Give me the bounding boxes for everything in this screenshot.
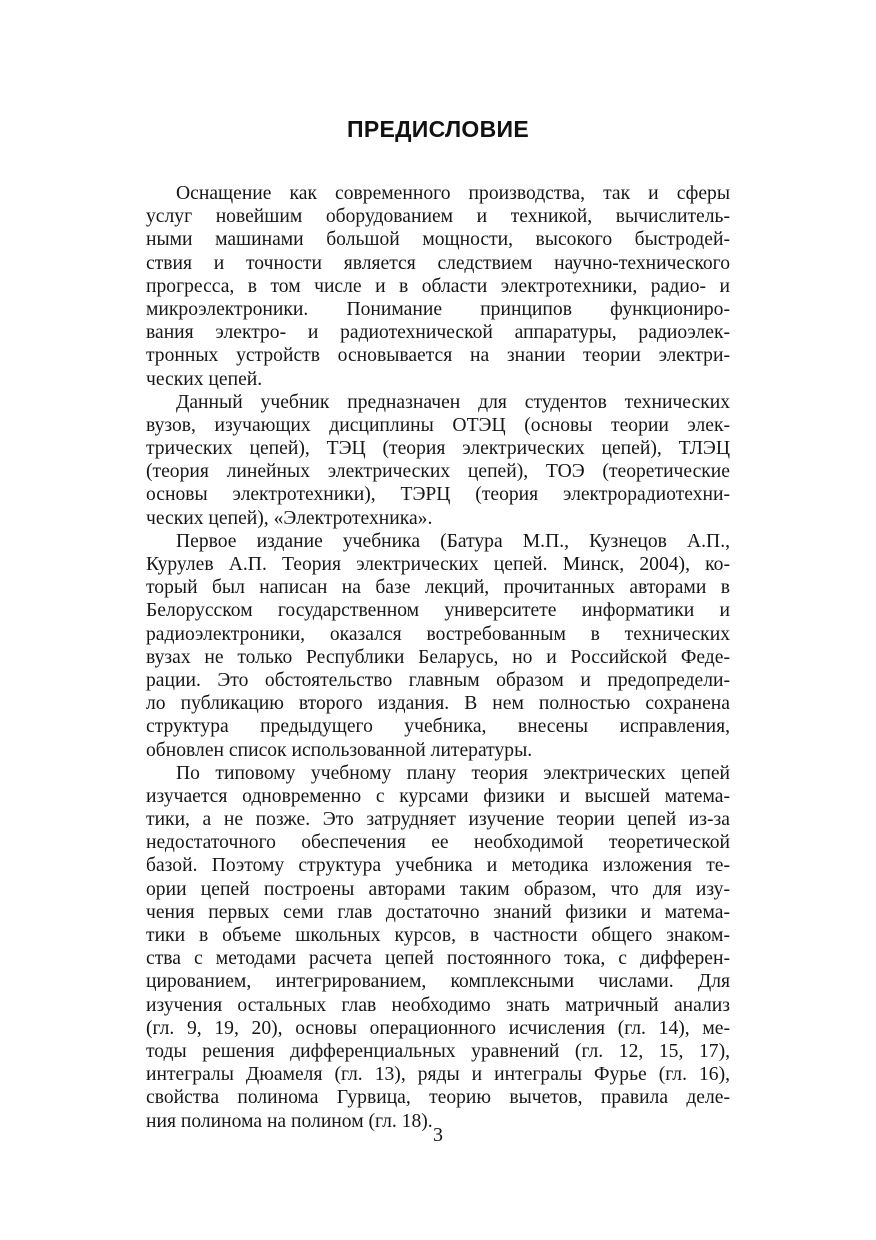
text-line: свойства полинома Гурвица, теорию вычетов, правила деле- <box>146 1087 730 1109</box>
text-line: ории цепей построены авторами таким образом, что для изу- <box>146 878 730 900</box>
paragraph <box>146 182 730 391</box>
page-number: 3 <box>433 1124 443 1146</box>
paragraph <box>146 391 730 530</box>
text-line: ными машинами большой мощности, высокого быстродей- <box>146 229 730 251</box>
text-line: (гл. 9, 19, 20), основы операционного исчисления (гл. 14), ме- <box>146 1017 730 1039</box>
text-line: чения первых семи глав достаточно знаний физики и матема- <box>146 901 730 923</box>
text-line: изучения остальных глав необходимо знать матричный анализ <box>146 994 730 1016</box>
text-line: Курулев А.П. Теория электрических цепей. Минск, 2004), ко- <box>146 554 730 575</box>
text-line: радиоэлектроники, оказался востребованным в технических <box>146 623 730 645</box>
text-line: тики, а не позже. Это затрудняет изучение теории цепей из-за <box>146 809 730 831</box>
text-line: вузов, изучающих дисциплины ОТЭЦ (основы теории элек- <box>146 414 730 436</box>
text-line: изучается одновременно с курсами физики и высшей матема- <box>146 785 730 807</box>
text-line: вания электро- и радиотехнической аппаратуры, радиоэлек- <box>146 322 730 344</box>
text-line: прогресса, в том числе и в области электротехники, радио- и <box>146 275 730 297</box>
text-line: рации. Это обстоятельство главным образом и предопредели- <box>146 669 730 691</box>
text-line: обновлен список использованной литературы. <box>146 739 533 761</box>
text-line: тоды решения дифференциальных уравнений (гл. 12, 15, 17), <box>146 1040 730 1062</box>
text-line: трических цепей), ТЭЦ (теория электрических цепей), ТЛЭЦ <box>146 438 730 460</box>
text-line: базой. Поэтому структура учебника и методика изложения те- <box>146 855 730 877</box>
text-line: тики в объеме школьных курсов, в частности общего знаком- <box>146 925 730 946</box>
text-line: вузах не только Республики Беларусь, но и Российской Феде- <box>146 646 730 668</box>
text-line: услуг новейшим оборудованием и техникой, вычислитель- <box>146 206 730 228</box>
text-line: ческих цепей. <box>146 368 263 390</box>
page-title: ПРЕДИСЛОВИЕ <box>347 116 529 142</box>
text-line: недостаточного обеспечения ее необходимой теоретической <box>146 832 730 854</box>
text-line: тронных устройств основывается на знании теории электри- <box>146 345 730 367</box>
text-line: Первое издание учебника (Батура М.П., Кузнецов А.П., <box>176 530 730 552</box>
text-line: Белорусском государственном университете информатики и <box>146 600 730 622</box>
text-line: По типовому учебному плану теория электрических цепей <box>176 762 730 784</box>
text-line: ло публикацию второго издания. В нем полностью сохранена <box>146 693 730 715</box>
text-line: (теория линейных электрических цепей), ТОЭ (теоретические <box>146 461 730 483</box>
text-line: основы электротехники), ТЭРЦ (теория электрорадиотехни- <box>146 484 730 506</box>
text-line: Данный учебник предназначен для студентов технических <box>176 391 730 413</box>
text-line: ческих цепей), «Электротехника». <box>146 507 433 529</box>
text-line: ния полинома на полином (гл. 18). <box>146 1110 433 1132</box>
preface-body <box>146 182 730 1133</box>
text-line: интегралы Дюамеля (гл. 13), ряды и интегралы Фурье (гл. 16), <box>146 1064 730 1086</box>
text-line: структура предыдущего учебника, внесены исправления, <box>146 716 730 738</box>
text-line: микроэлектроники. Понимание принципов функциониро- <box>146 298 730 320</box>
text-line: ства с методами расчета цепей постоянного тока, с дифферен- <box>146 948 730 970</box>
text-line: торый был написан на базе лекций, прочитанных авторами в <box>146 577 730 599</box>
text-line: ствия и точности является следствием научно-технического <box>146 252 730 274</box>
text-line: Оснащение как современного производства, так и сферы <box>176 183 730 204</box>
text-line: цированием, интегрированием, комплексными числами. Для <box>146 971 730 993</box>
paragraph <box>146 762 730 1133</box>
paragraph <box>146 530 730 762</box>
